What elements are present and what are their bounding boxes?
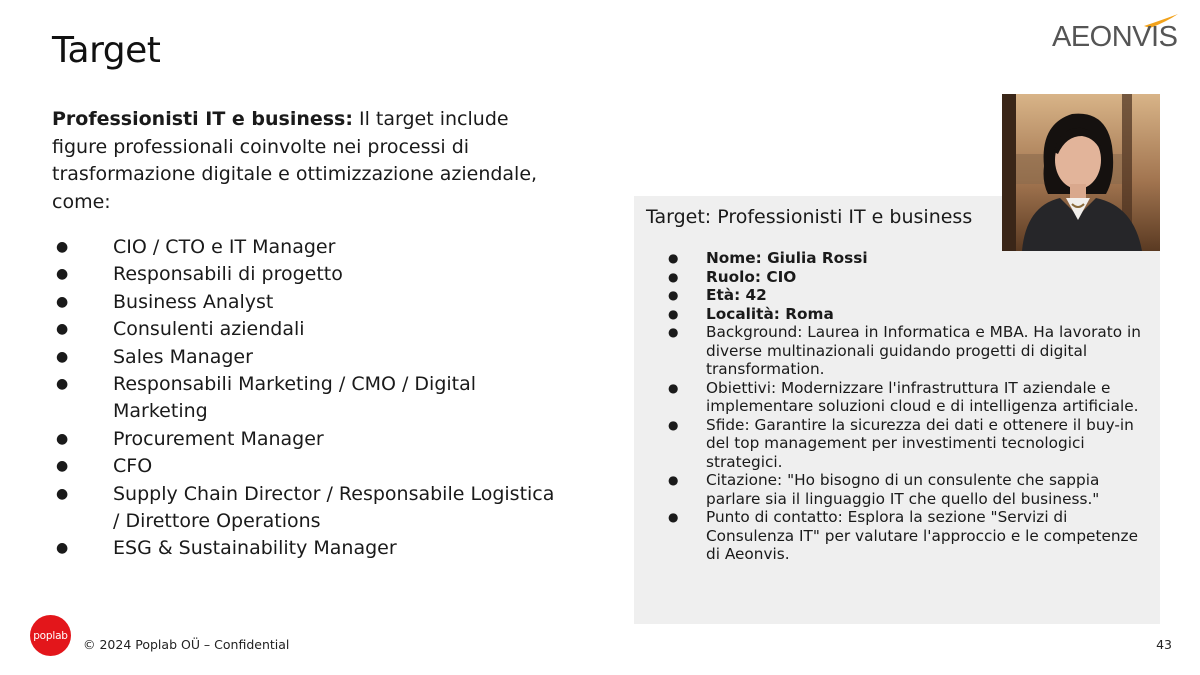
list-item	[52, 426, 562, 453]
bullet-icon: ●	[56, 266, 69, 283]
bullet-icon: ●	[56, 293, 69, 310]
list-item	[52, 344, 562, 371]
bullet-icon: ●	[56, 348, 69, 365]
list-item	[52, 453, 562, 480]
list-item	[52, 261, 562, 288]
intro-bold: Professionisti IT e business:	[52, 108, 353, 130]
persona-photo	[1002, 94, 1160, 251]
bullet-icon: ●	[56, 458, 69, 475]
role-label: Procurement Manager	[113, 427, 324, 450]
persona-role: ● Ruolo: CIO	[668, 267, 797, 286]
bullet-icon: ●	[668, 288, 679, 302]
poplab-badge: poplab	[30, 615, 71, 656]
bullet-icon: ●	[668, 325, 679, 339]
persona-location: ● Località: Roma	[668, 304, 834, 323]
list-item	[52, 481, 562, 536]
bullet-icon: ●	[668, 510, 679, 524]
role-label: Responsabili Marketing / CMO / Digital Marketing	[113, 373, 477, 423]
list-item	[52, 316, 562, 343]
bullet-icon: ●	[668, 417, 679, 432]
persona-age: ● Età: 42	[668, 286, 767, 304]
persona-panel	[634, 196, 1160, 624]
aeonvis-logo	[1050, 12, 1182, 52]
persona-touchpoint: ● Punto di contatto: Esplora la sezione "Servizi di Consulenza IT" per valutare l'approccio e le competenze di Aeonvis.	[668, 508, 1139, 563]
bullet-icon: ●	[56, 376, 69, 393]
page-number: 43	[1156, 637, 1172, 652]
role-label: CFO	[113, 455, 153, 478]
list-item	[52, 535, 562, 562]
intro-text: Il target include figure professionali coinvolte nei processi di trasformazione digitale e ottimizzazione aziendale, come:	[52, 108, 538, 213]
footer-copyright: © 2024 Poplab OÜ – Confidential	[83, 637, 290, 652]
persona-details-list	[666, 249, 1154, 564]
bullet-icon: ●	[56, 540, 69, 557]
persona-name: ● Nome: Giulia Rossi	[668, 249, 868, 267]
persona-challenges: ● Sfide: Garantire la sicurezza dei dati e ottenere il buy-in del top management per investimenti tecnologici strategici.	[668, 415, 1134, 471]
bullet-icon: ●	[56, 485, 69, 502]
bullet-icon: ●	[56, 321, 69, 338]
role-label: Business Analyst	[113, 290, 274, 313]
bullet-icon: ●	[56, 239, 69, 255]
role-label: Consulenti aziendali	[113, 318, 305, 341]
persona-goals: ● Obiettivi: Modernizzare l'infrastruttura IT aziendale e implementare soluzioni cloud e di intelligenza artificiale.	[668, 378, 1139, 415]
persona-panel-title: Target: Professionisti IT e business	[646, 206, 973, 228]
slide-title: Target	[52, 30, 161, 71]
persona-background: ● Background: Laurea in Informatica e MBA. Ha lavorato in diverse multinazionali guidando progetti di digital transformation.	[668, 323, 1141, 378]
target-roles-list	[52, 234, 562, 563]
role-label: Supply Chain Director / Responsabile Logistica / Direttore Operations	[113, 482, 555, 533]
woman-portrait-icon	[1002, 94, 1160, 251]
role-label: Sales Manager	[113, 345, 253, 368]
bullet-icon: ●	[668, 473, 679, 487]
bullet-icon: ●	[668, 306, 679, 321]
role-label: Responsabili di progetto	[113, 263, 343, 286]
bullet-icon: ●	[668, 380, 679, 395]
bullet-icon: ●	[56, 430, 69, 447]
list-item	[52, 371, 562, 426]
bullet-icon: ●	[668, 251, 679, 265]
list-item	[52, 234, 562, 261]
role-label: CIO / CTO e IT Manager	[113, 236, 336, 258]
intro-paragraph	[52, 106, 562, 216]
persona-quote: ● Citazione: "Ho bisogno di un consulente che sappia parlare sia il linguaggio IT che quello del business."	[668, 471, 1100, 508]
list-item	[52, 289, 562, 316]
role-label: ESG & Sustainability Manager	[113, 537, 397, 560]
logo-text: AEONVIS	[1052, 21, 1178, 52]
bullet-icon: ●	[668, 269, 679, 284]
